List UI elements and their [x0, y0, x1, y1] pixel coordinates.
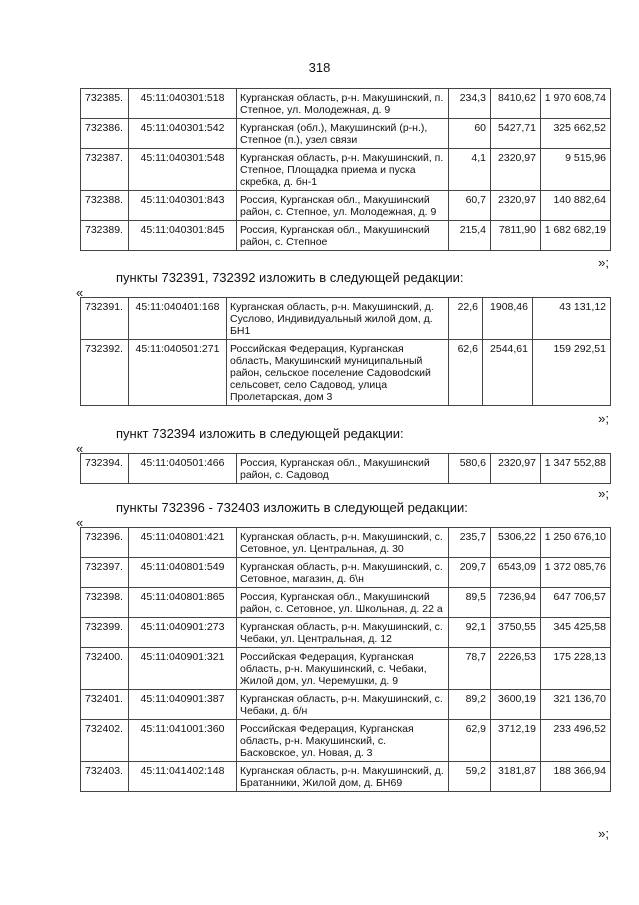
unit-value-cell: 5427,71 [491, 119, 541, 149]
address-cell: Российская Федерация, Курганская область, р-н. Макушинский, с. Чебаки, Жилой дом, ул. Черемушки, д. 9 [237, 648, 449, 690]
address-cell: Курганская область, р-н. Макушинский, д. Суслово, Индивидуальный жилой дом, д. БН1 [227, 298, 449, 340]
address-cell: Россия, Курганская обл., Макушинский район, с. Садовод [237, 454, 449, 484]
address-cell: Россия, Курганская обл., Макушинский район, с. Степное, ул. Молодежная, д. 9 [237, 191, 449, 221]
area-cell: 234,3 [449, 89, 491, 119]
table-row [81, 454, 611, 484]
address-cell: Курганская область, р-н. Макушинский, с. Сетовное, ул. Центральная, д. 30 [237, 528, 449, 558]
address-cell: Курганская область, р-н. Макушинский, д. Братанники, Жилой дом, д. БН69 [237, 762, 449, 792]
opening-quote: « [76, 515, 84, 530]
area-cell: 209,7 [449, 558, 491, 588]
area-cell: 22,6 [449, 298, 483, 340]
address-cell: Курганская область, р-н. Макушинский, п. Степное, Площадка приема и пуска скребка, д. бн-1 [237, 149, 449, 191]
row-number-cell: 732391. [81, 298, 129, 340]
cadastral-number-cell: 45:11:040301:548 [129, 149, 237, 191]
table-row [81, 119, 611, 149]
closing-quote: »; [598, 486, 609, 501]
cadastral-value-cell: 345 425,58 [541, 618, 611, 648]
cadastral-table-1 [80, 88, 611, 251]
unit-value-cell: 2544,61 [483, 340, 533, 406]
table-row [81, 149, 611, 191]
unit-value-cell: 2320,97 [491, 454, 541, 484]
cadastral-number-cell: 45:11:040401:168 [129, 298, 227, 340]
cadastral-value-cell: 1 970 608,74 [541, 89, 611, 119]
cadastral-number-cell: 45:11:040801:421 [129, 528, 237, 558]
address-cell: Курганская область, р-н. Макушинский, п. Степное, ул. Молодежная, д. 9 [237, 89, 449, 119]
unit-value-cell: 1908,46 [483, 298, 533, 340]
cadastral-value-cell: 1 682 682,19 [541, 221, 611, 251]
unit-value-cell: 7811,90 [491, 221, 541, 251]
cadastral-number-cell: 45:11:040301:843 [129, 191, 237, 221]
cadastral-value-cell: 188 366,94 [541, 762, 611, 792]
cadastral-number-cell: 45:11:040301:518 [129, 89, 237, 119]
area-cell: 60 [449, 119, 491, 149]
table-row [81, 298, 611, 340]
amendment-instruction: пункты 732396 - 732403 изложить в следующей редакции: [116, 500, 468, 515]
cadastral-value-cell: 1 372 085,76 [541, 558, 611, 588]
cadastral-number-cell: 45:11:040301:542 [129, 119, 237, 149]
address-cell: Курганская область, р-н. Макушинский, с. Чебаки, ул. Центральная, д. 12 [237, 618, 449, 648]
row-number-cell: 732399. [81, 618, 129, 648]
address-cell: Россия, Курганская обл., Макушинский район, с. Степное [237, 221, 449, 251]
address-cell: Курганская область, р-н. Макушинский, с. Чебаки, д. б/н [237, 690, 449, 720]
closing-quote: »; [598, 255, 609, 270]
unit-value-cell: 2320,97 [491, 149, 541, 191]
table-row [81, 528, 611, 558]
cadastral-table-3 [80, 453, 611, 484]
address-cell: Российская Федерация, Курганская область, р-н. Макушинский, с. Басковское, ул. Новая, д. 3 [237, 720, 449, 762]
area-cell: 62,6 [449, 340, 483, 406]
cadastral-number-cell: 45:11:041001:360 [129, 720, 237, 762]
row-number-cell: 732389. [81, 221, 129, 251]
table-row [81, 340, 611, 406]
cadastral-number-cell: 45:11:041402:148 [129, 762, 237, 792]
area-cell: 215,4 [449, 221, 491, 251]
cadastral-value-cell: 1 250 676,10 [541, 528, 611, 558]
opening-quote: « [76, 441, 84, 456]
unit-value-cell: 3750,55 [491, 618, 541, 648]
row-number-cell: 732388. [81, 191, 129, 221]
row-number-cell: 732394. [81, 454, 129, 484]
area-cell: 4,1 [449, 149, 491, 191]
cadastral-number-cell: 45:11:040801:549 [129, 558, 237, 588]
row-number-cell: 732392. [81, 340, 129, 406]
row-number-cell: 732403. [81, 762, 129, 792]
area-cell: 60,7 [449, 191, 491, 221]
cadastral-value-cell: 175 228,13 [541, 648, 611, 690]
cadastral-value-cell: 159 292,51 [533, 340, 611, 406]
amendment-instruction: пункт 732394 изложить в следующей редакции: [116, 426, 404, 441]
table-row [81, 648, 611, 690]
address-cell: Россия, Курганская обл., Макушинский район, с. Сетовное, ул. Школьная, д. 22 а [237, 588, 449, 618]
table-row [81, 558, 611, 588]
address-cell: Российская Федерация, Курганская область, Макушинский муниципальный район, сельское поселение Садовodский сельсовет, село Садовод, улица Пролетарская, дом 3 [227, 340, 449, 406]
unit-value-cell: 2226,53 [491, 648, 541, 690]
row-number-cell: 732401. [81, 690, 129, 720]
cadastral-number-cell: 45:11:040301:845 [129, 221, 237, 251]
unit-value-cell: 5306,22 [491, 528, 541, 558]
cadastral-table-4 [80, 527, 611, 792]
table-row [81, 89, 611, 119]
cadastral-value-cell: 9 515,96 [541, 149, 611, 191]
table-body [81, 528, 611, 792]
unit-value-cell: 3712,19 [491, 720, 541, 762]
unit-value-cell: 3181,87 [491, 762, 541, 792]
row-number-cell: 732397. [81, 558, 129, 588]
row-number-cell: 732386. [81, 119, 129, 149]
row-number-cell: 732398. [81, 588, 129, 618]
closing-quote: »; [598, 411, 609, 426]
area-cell: 89,5 [449, 588, 491, 618]
cadastral-number-cell: 45:11:040901:321 [129, 648, 237, 690]
cadastral-value-cell: 233 496,52 [541, 720, 611, 762]
address-cell: Курганская область, р-н. Макушинский, с. Сетовное, магазин, д. б\н [237, 558, 449, 588]
area-cell: 89,2 [449, 690, 491, 720]
unit-value-cell: 2320,97 [491, 191, 541, 221]
area-cell: 235,7 [449, 528, 491, 558]
area-cell: 92,1 [449, 618, 491, 648]
cadastral-value-cell: 1 347 552,88 [541, 454, 611, 484]
page-number: 318 [308, 60, 331, 75]
cadastral-value-cell: 647 706,57 [541, 588, 611, 618]
closing-quote: »; [598, 826, 609, 841]
cadastral-number-cell: 45:11:040801:865 [129, 588, 237, 618]
table-body [81, 454, 611, 484]
area-cell: 62,9 [449, 720, 491, 762]
cadastral-table-2 [80, 297, 611, 406]
unit-value-cell: 7236,94 [491, 588, 541, 618]
row-number-cell: 732387. [81, 149, 129, 191]
unit-value-cell: 3600,19 [491, 690, 541, 720]
table-body [81, 89, 611, 251]
area-cell: 78,7 [449, 648, 491, 690]
cadastral-number-cell: 45:11:040501:466 [129, 454, 237, 484]
row-number-cell: 732385. [81, 89, 129, 119]
cadastral-number-cell: 45:11:040901:387 [129, 690, 237, 720]
cadastral-value-cell: 325 662,52 [541, 119, 611, 149]
table-row [81, 618, 611, 648]
table-row [81, 762, 611, 792]
opening-quote: « [76, 285, 84, 300]
cadastral-number-cell: 45:11:040501:271 [129, 340, 227, 406]
row-number-cell: 732400. [81, 648, 129, 690]
unit-value-cell: 8410,62 [491, 89, 541, 119]
cadastral-value-cell: 140 882,64 [541, 191, 611, 221]
table-row [81, 690, 611, 720]
table-row [81, 720, 611, 762]
area-cell: 580,6 [449, 454, 491, 484]
cadastral-value-cell: 43 131,12 [533, 298, 611, 340]
cadastral-number-cell: 45:11:040901:273 [129, 618, 237, 648]
cadastral-value-cell: 321 136,70 [541, 690, 611, 720]
table-row [81, 588, 611, 618]
unit-value-cell: 6543,09 [491, 558, 541, 588]
row-number-cell: 732396. [81, 528, 129, 558]
table-row [81, 191, 611, 221]
row-number-cell: 732402. [81, 720, 129, 762]
address-cell: Курганская (обл.), Макушинский (р-н.), Степное (п.), узел связи [237, 119, 449, 149]
table-body [81, 298, 611, 406]
area-cell: 59,2 [449, 762, 491, 792]
table-row [81, 221, 611, 251]
amendment-instruction: пункты 732391, 732392 изложить в следующей редакции: [116, 270, 464, 285]
